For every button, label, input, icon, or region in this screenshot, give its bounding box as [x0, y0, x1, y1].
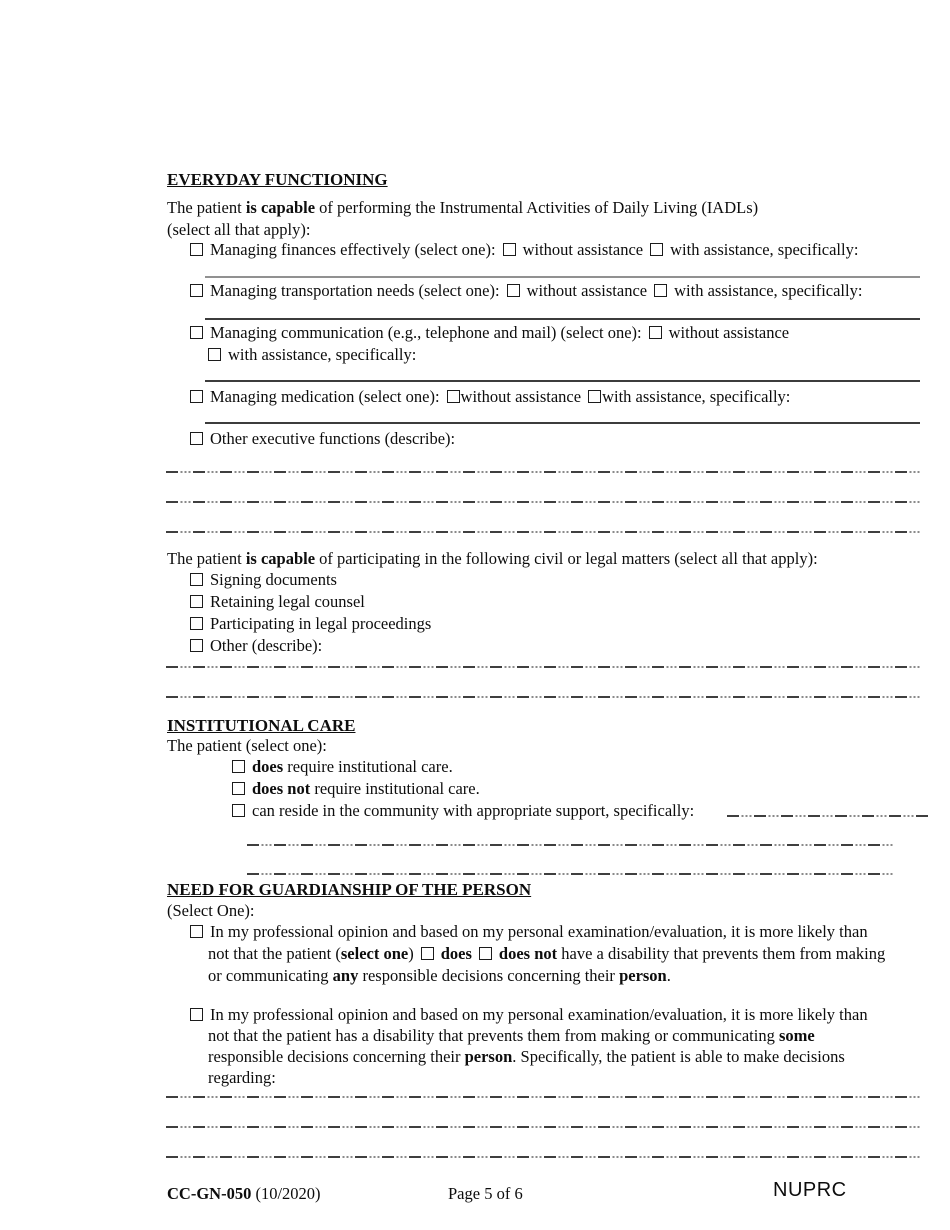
row-signing-documents	[190, 569, 337, 590]
checkbox-communication-without-assistance[interactable]	[649, 326, 662, 339]
checkbox-retaining-legal-counsel[interactable]	[190, 595, 203, 608]
input-line-transportation[interactable]	[205, 318, 920, 320]
civil-other-label: Other (describe):	[210, 636, 323, 655]
row-managing-communication	[190, 322, 789, 343]
does-bold: does	[440, 944, 472, 963]
managing-transportation-label: Managing transportation needs (select one):	[210, 281, 500, 300]
checkbox-does-require-care[interactable]	[232, 760, 245, 773]
reside-in-community-label: can reside in the community with appropriate support, specifically:	[252, 801, 695, 820]
managing-medication-label: Managing medication (select one):	[210, 387, 440, 406]
text-run: The patient	[167, 198, 246, 217]
checkbox-communication-with-assistance[interactable]	[208, 348, 221, 361]
medication-with-assistance-label: with assistance, specifically:	[602, 387, 791, 406]
does-not-require-text: require institutional care.	[310, 779, 480, 798]
checkbox-guardianship-some[interactable]	[190, 1008, 203, 1021]
some-bold: some	[778, 1026, 815, 1045]
civil-intro	[167, 548, 818, 569]
row-managing-transportation	[190, 280, 862, 301]
managing-communication-label: Managing communication (e.g., telephone and mail) (select one):	[210, 323, 642, 342]
text-run-bold: is capable	[245, 198, 316, 217]
heading-everyday-functioning: EVERYDAY FUNCTIONING	[167, 170, 388, 189]
participating-legal-proceedings-label: Participating in legal proceedings	[210, 614, 432, 633]
finances-without-assistance-label: without assistance	[522, 240, 644, 259]
managing-finances-label: Managing finances effectively (select one):	[210, 240, 496, 259]
everyday-intro-line2: (select all that apply):	[167, 220, 311, 239]
institutional-intro: The patient (select one):	[167, 736, 327, 755]
everyday-intro-line1	[167, 197, 758, 218]
input-line-medication[interactable]	[205, 422, 920, 424]
other-executive-functions-label: Other executive functions (describe):	[210, 429, 456, 448]
row-communication-with-assistance	[208, 344, 416, 365]
row-retaining-legal-counsel	[190, 591, 365, 612]
checkbox-medication-without-assistance[interactable]	[447, 390, 460, 403]
row-guardianship-any-line2	[208, 943, 885, 964]
guardianship-intro: (Select One):	[167, 901, 255, 920]
row-reside-in-community	[232, 800, 694, 821]
guardianship-some-line1-text: In my professional opinion and based on my personal examination/evaluation, it is more likely than	[210, 1005, 868, 1024]
input-line-community-support-2[interactable]	[247, 873, 893, 875]
checkbox-signing-documents[interactable]	[190, 573, 203, 586]
checkbox-transportation-with-assistance[interactable]	[654, 284, 667, 297]
checkbox-does-not-require-care[interactable]	[232, 782, 245, 795]
checkbox-transportation-without-assistance[interactable]	[507, 284, 520, 297]
input-line-finances[interactable]	[205, 276, 920, 278]
input-line-regarding-2[interactable]	[166, 1126, 922, 1128]
person-bold: person	[464, 1047, 513, 1066]
checkbox-managing-medication[interactable]	[190, 390, 203, 403]
text-run: of performing the Instrumental Activities of Daily Living (IADLs)	[315, 198, 759, 217]
form-revision: (10/2020)	[251, 1184, 321, 1203]
text-run: )	[408, 944, 414, 963]
checkbox-medication-with-assistance[interactable]	[588, 390, 601, 403]
retaining-legal-counsel-label: Retaining legal counsel	[210, 592, 365, 611]
text-run: have a disability that prevents them from making	[557, 944, 886, 963]
transportation-without-assistance-label: without assistance	[526, 281, 648, 300]
row-does-require-care	[232, 756, 453, 777]
input-line-community-support-1[interactable]	[247, 844, 893, 846]
does-require-text: require institutional care.	[283, 757, 453, 776]
heading-institutional-care: INSTITUTIONAL CARE	[167, 716, 356, 735]
does-not-bold: does not	[498, 944, 558, 963]
footer-org-name: NUPRC	[773, 1179, 847, 1201]
heading-need-for-guardianship: NEED FOR GUARDIANSHIP OF THE PERSON	[167, 880, 532, 899]
text-run: not that the patient has a disability that prevents them from making or communicating	[208, 1026, 779, 1045]
row-managing-medication	[190, 386, 790, 407]
input-line-regarding-1[interactable]	[166, 1096, 922, 1098]
medication-without-assistance-label: without assistance	[460, 387, 582, 406]
row-guardianship-some-line1	[190, 1004, 868, 1025]
input-line-community-support-inline[interactable]	[727, 815, 928, 817]
form-number: CC-GN-050	[167, 1184, 252, 1203]
person-bold: person	[619, 966, 667, 985]
input-line-civil-other-1[interactable]	[166, 666, 922, 668]
checkbox-other-executive-functions[interactable]	[190, 432, 203, 445]
footer-form-number	[167, 1183, 321, 1204]
row-guardianship-some-line4: regarding:	[208, 1068, 276, 1087]
text-run-bold: is capable	[245, 549, 316, 568]
checkbox-finances-with-assistance[interactable]	[650, 243, 663, 256]
footer-page-number: Page 5 of 6	[448, 1184, 523, 1203]
row-guardianship-any-line3	[208, 965, 671, 986]
text-run: .	[666, 966, 671, 985]
text-run: responsible decisions concerning their	[358, 966, 620, 985]
guardianship-any-line1-text: In my professional opinion and based on my personal examination/evaluation, it is more likely than	[210, 922, 868, 941]
row-civil-other	[190, 635, 322, 656]
checkbox-reside-in-community[interactable]	[232, 804, 245, 817]
checkbox-does-not-have-disability[interactable]	[479, 947, 492, 960]
row-participating-legal-proceedings	[190, 613, 431, 634]
text-run: of participating in the following civil or legal matters (select all that apply):	[315, 549, 818, 568]
row-other-executive-functions	[190, 428, 455, 449]
input-line-regarding-3[interactable]	[166, 1156, 922, 1158]
row-guardianship-some-line3	[208, 1046, 845, 1067]
finances-with-assistance-label: with assistance, specifically:	[670, 240, 859, 259]
any-bold: any	[332, 966, 359, 985]
row-does-not-require-care	[232, 778, 480, 799]
transportation-with-assistance-label: with assistance, specifically:	[674, 281, 863, 300]
row-managing-finances	[190, 239, 858, 260]
input-line-communication[interactable]	[205, 380, 920, 382]
input-line-other-exec-1[interactable]	[166, 471, 922, 473]
text-run: or communicating	[208, 966, 333, 985]
input-line-civil-other-2[interactable]	[166, 696, 922, 698]
row-guardianship-some-line2	[208, 1025, 815, 1046]
checkbox-civil-other[interactable]	[190, 639, 203, 652]
does-not-require-bold: does not	[252, 779, 311, 798]
input-line-other-exec-3[interactable]	[166, 531, 922, 533]
text-run: The patient	[167, 549, 246, 568]
row-guardianship-any-line1	[190, 921, 868, 942]
communication-without-assistance-label: without assistance	[668, 323, 790, 342]
text-run: . Specifically, the patient is able to make decisions	[512, 1047, 845, 1066]
checkbox-guardianship-any[interactable]	[190, 925, 203, 938]
checkbox-managing-communication[interactable]	[190, 326, 203, 339]
checkbox-participating-legal-proceedings[interactable]	[190, 617, 203, 630]
communication-with-assistance-label: with assistance, specifically:	[228, 345, 417, 364]
select-one-bold: select one	[340, 944, 409, 963]
text-run: not that the patient (	[208, 944, 341, 963]
checkbox-does-have-disability[interactable]	[421, 947, 434, 960]
input-line-other-exec-2[interactable]	[166, 501, 922, 503]
checkbox-finances-without-assistance[interactable]	[503, 243, 516, 256]
does-require-bold: does	[252, 757, 284, 776]
text-run: responsible decisions concerning their	[208, 1047, 465, 1066]
checkbox-managing-finances[interactable]	[190, 243, 203, 256]
checkbox-managing-transportation[interactable]	[190, 284, 203, 297]
signing-documents-label: Signing documents	[210, 570, 337, 589]
